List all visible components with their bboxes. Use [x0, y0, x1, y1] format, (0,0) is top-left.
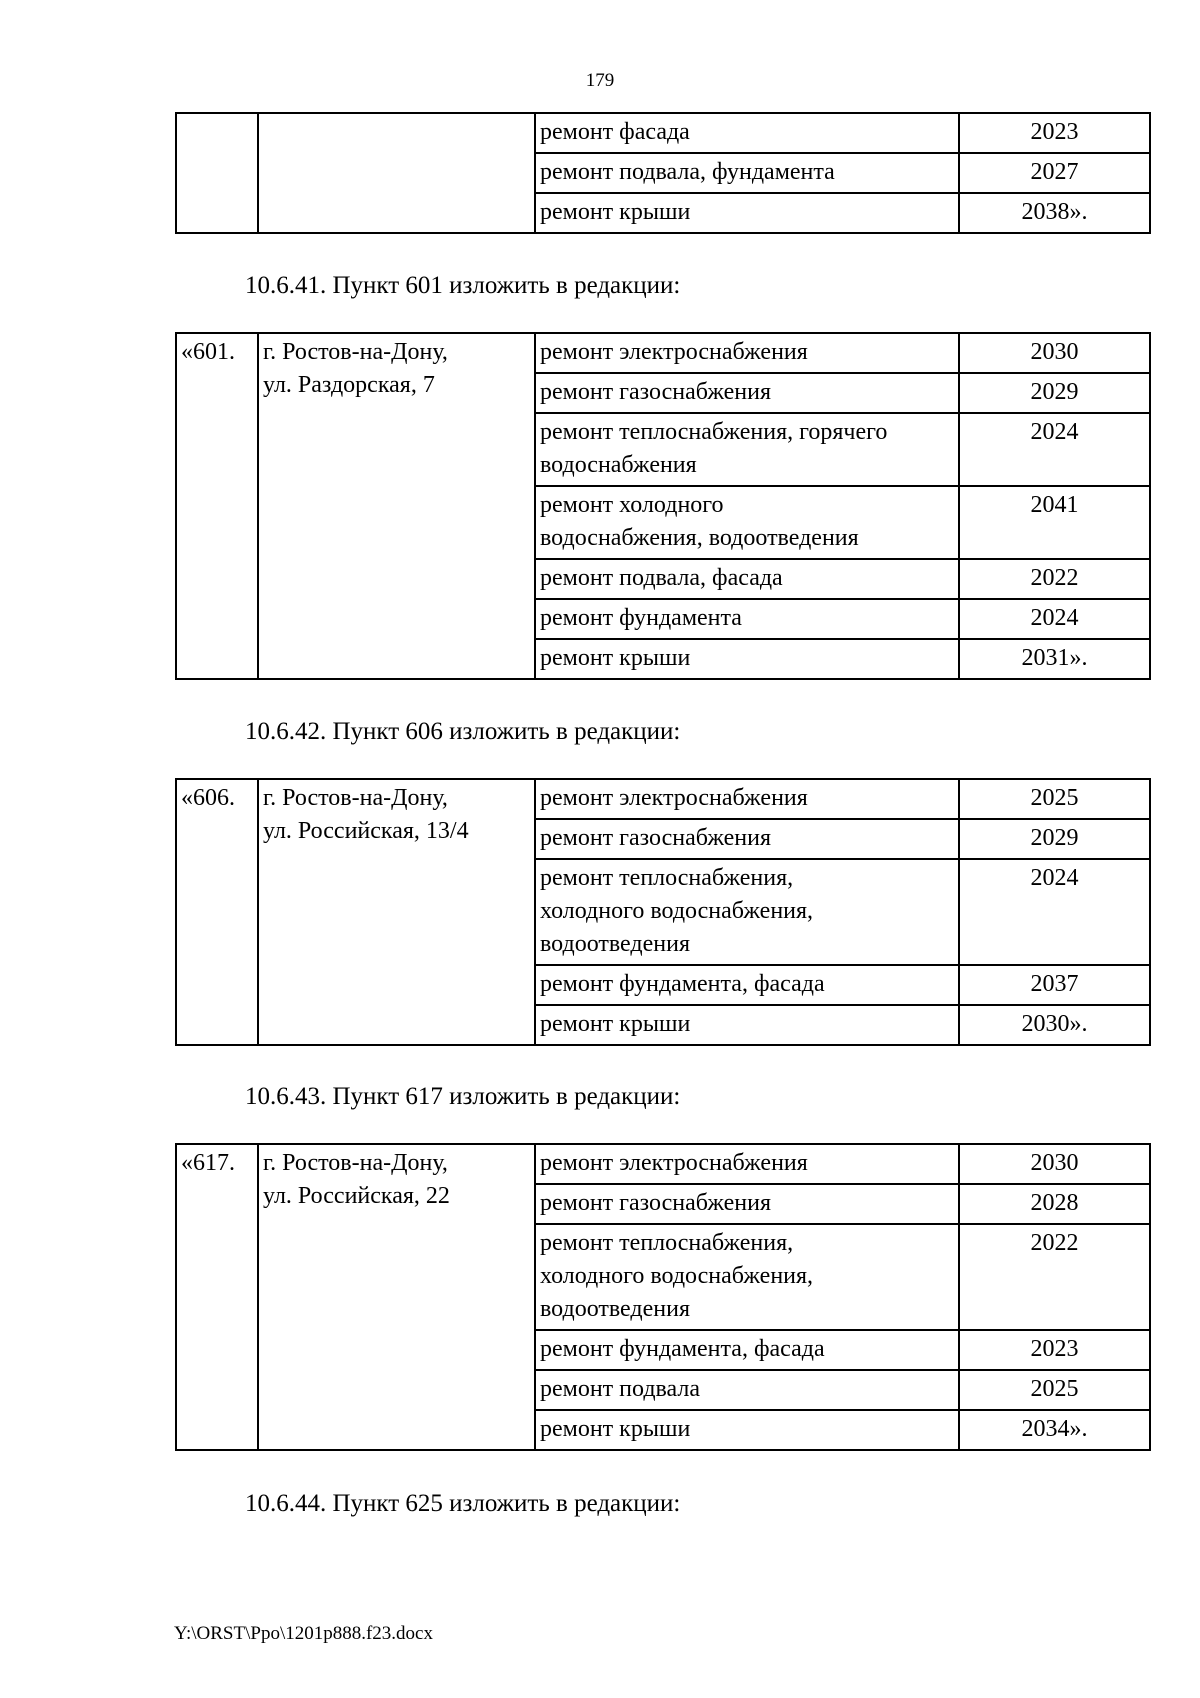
work-cell: ремонт фундамента, фасада	[535, 1330, 959, 1370]
year-cell: 2024	[959, 599, 1150, 639]
year-cell: 2023	[959, 1330, 1150, 1370]
table-row	[176, 1144, 1150, 1184]
work-cell: ремонт крыши	[535, 1005, 959, 1045]
table-row	[176, 779, 1150, 819]
work-cell: ремонт электроснабжения	[535, 333, 959, 373]
work-cell	[535, 486, 959, 559]
work-cell: ремонт электроснабжения	[535, 1144, 959, 1184]
item-617-table	[175, 1143, 1151, 1451]
year-cell: 2028	[959, 1184, 1150, 1224]
year-cell: 2024	[959, 859, 1150, 965]
year-cell: 2027	[959, 153, 1150, 193]
item-number-cell: «617.	[176, 1144, 258, 1450]
work-cell: ремонт газоснабжения	[535, 373, 959, 413]
address-city: г. Ростов-на-Дону,	[263, 1150, 448, 1176]
work-cell: ремонт газоснабжения	[535, 1184, 959, 1224]
year-cell: 2030	[959, 333, 1150, 373]
year-cell: 2025	[959, 779, 1150, 819]
work-line: водоснабжения, водоотведения	[540, 525, 859, 551]
work-cell: ремонт газоснабжения	[535, 819, 959, 859]
address-street: ул. Российская, 13/4	[263, 818, 469, 844]
address-cell	[258, 1144, 535, 1450]
work-cell	[535, 413, 959, 486]
address-city: г. Ростов-на-Дону,	[263, 785, 448, 811]
year-cell: 2029	[959, 819, 1150, 859]
address-street: ул. Российская, 22	[263, 1183, 450, 1209]
year-cell: 2037	[959, 965, 1150, 1005]
page-number: 179	[585, 70, 615, 91]
item-number-cell: «606.	[176, 779, 258, 1045]
work-cell: ремонт крыши	[535, 1410, 959, 1450]
section-heading: 10.6.44. Пункт 625 изложить в редакции:	[245, 1490, 681, 1517]
year-cell: 2041	[959, 486, 1150, 559]
work-cell: ремонт подвала	[535, 1370, 959, 1410]
work-line: ремонт теплоснабжения,	[540, 865, 794, 891]
work-line: ремонт холодного	[540, 492, 724, 518]
work-cell: ремонт фундамента, фасада	[535, 965, 959, 1005]
work-line: ремонт теплоснабжения,	[540, 1230, 794, 1256]
continuation-table	[175, 112, 1151, 234]
work-line: водоотведения	[540, 1296, 690, 1322]
address-street: ул. Раздорская, 7	[263, 372, 435, 398]
year-cell: 2022	[959, 1224, 1150, 1330]
item-601-table	[175, 332, 1151, 680]
address-cell	[258, 113, 535, 233]
address-cell	[258, 779, 535, 1045]
work-cell: ремонт фундамента	[535, 599, 959, 639]
work-line: холодного водоснабжения,	[540, 1263, 814, 1289]
item-606-table	[175, 778, 1151, 1046]
year-cell: 2029	[959, 373, 1150, 413]
work-line: ремонт теплоснабжения, горячего	[540, 419, 888, 445]
year-cell: 2034».	[959, 1410, 1150, 1450]
work-line: водоснабжения	[540, 452, 697, 478]
work-cell: ремонт подвала, фундамента	[535, 153, 959, 193]
work-cell: ремонт фасада	[535, 113, 959, 153]
section-heading: 10.6.43. Пункт 617 изложить в редакции:	[245, 1083, 681, 1110]
year-cell: 2031».	[959, 639, 1150, 679]
work-cell: ремонт электроснабжения	[535, 779, 959, 819]
address-city: г. Ростов-на-Дону,	[263, 339, 448, 365]
work-line: водоотведения	[540, 931, 690, 957]
year-cell: 2038».	[959, 193, 1150, 233]
table-row	[176, 113, 1150, 153]
year-cell: 2025	[959, 1370, 1150, 1410]
work-cell	[535, 1224, 959, 1330]
section-heading: 10.6.41. Пункт 601 изложить в редакции:	[245, 272, 681, 299]
year-cell: 2024	[959, 413, 1150, 486]
address-cell	[258, 333, 535, 679]
table-row	[176, 333, 1150, 373]
year-cell: 2030	[959, 1144, 1150, 1184]
work-cell: ремонт подвала, фасада	[535, 559, 959, 599]
item-number-cell	[176, 113, 258, 233]
footer-file-path: Y:\ORST\Ppo\1201p888.f23.docx	[174, 1623, 433, 1644]
year-cell: 2030».	[959, 1005, 1150, 1045]
work-cell: ремонт крыши	[535, 193, 959, 233]
item-number-cell: «601.	[176, 333, 258, 679]
year-cell: 2022	[959, 559, 1150, 599]
year-cell: 2023	[959, 113, 1150, 153]
work-cell: ремонт крыши	[535, 639, 959, 679]
work-line: холодного водоснабжения,	[540, 898, 814, 924]
work-cell	[535, 859, 959, 965]
section-heading: 10.6.42. Пункт 606 изложить в редакции:	[245, 718, 681, 745]
